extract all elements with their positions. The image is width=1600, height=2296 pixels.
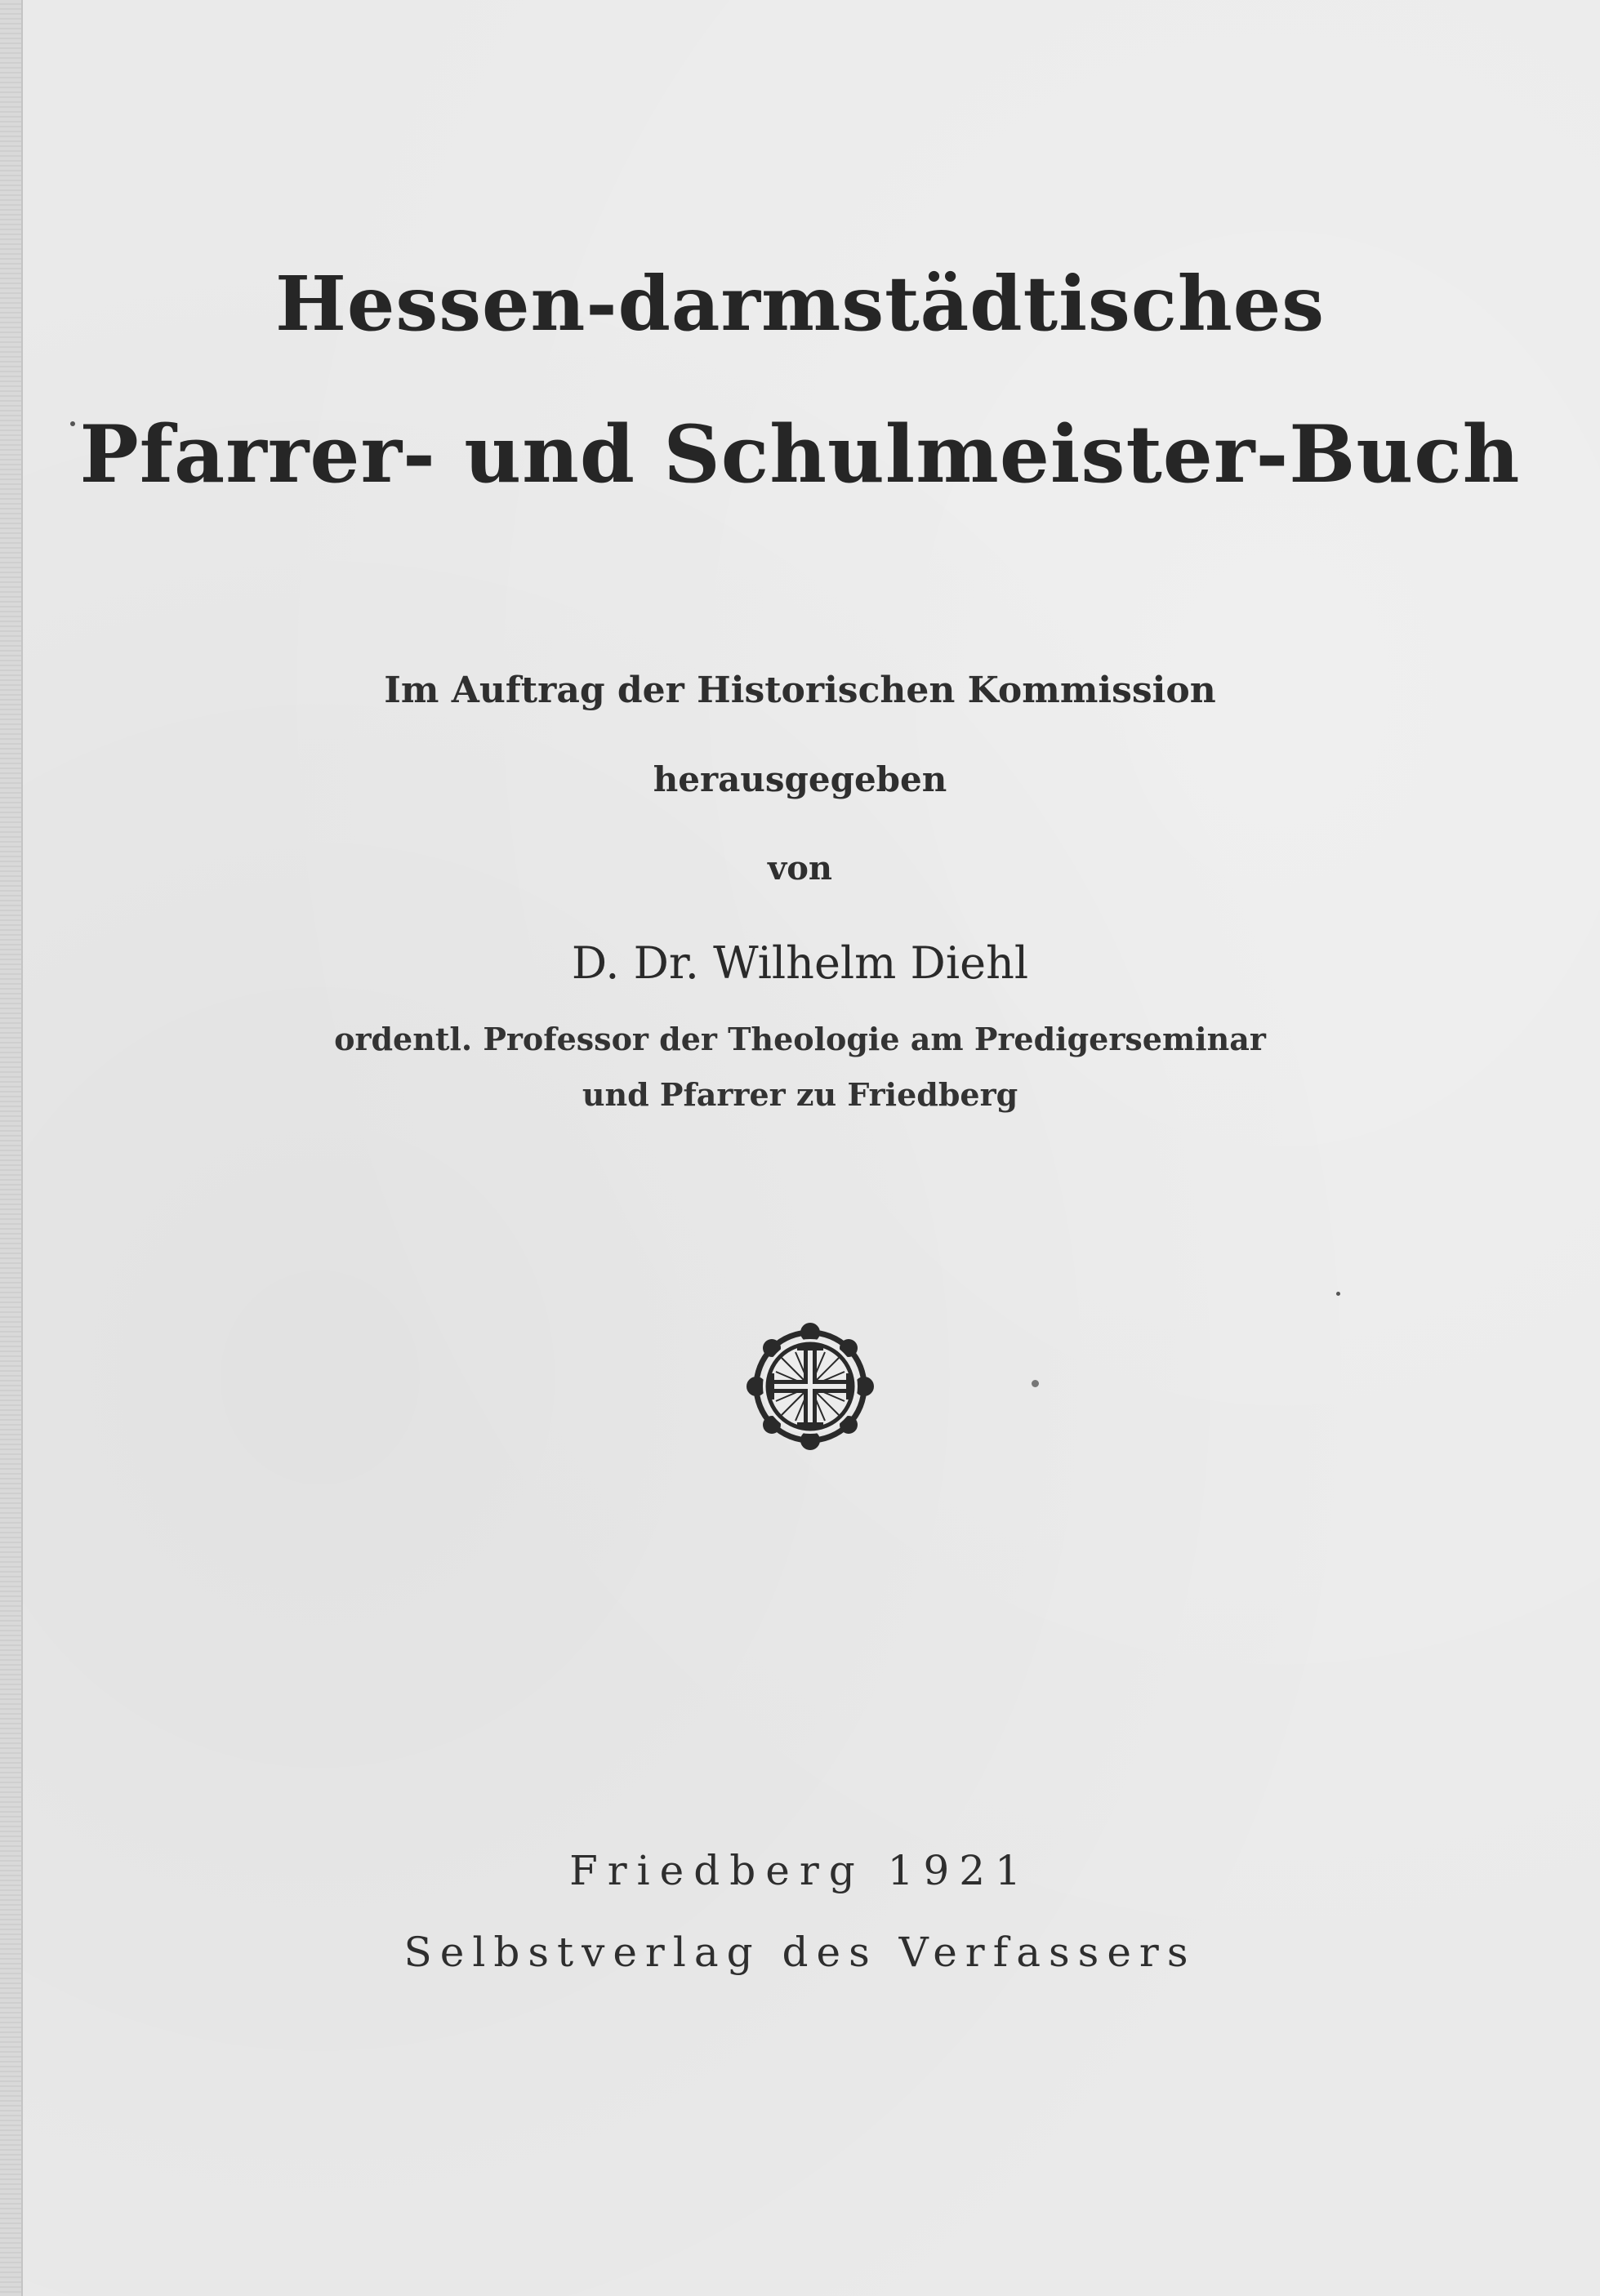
author-affiliation-2: und Pfarrer zu Friedberg [582,1076,1018,1113]
edited-line: herausgegeben [653,759,947,799]
author-name: D. Dr. Wilhelm Diehl [571,937,1029,989]
title-line-1: Hessen-darmstädtisches [274,260,1326,348]
paper-speck [1032,1380,1039,1387]
author-affiliation-1: ordentl. Professor der Theologie am Predigerseminar [334,1021,1266,1057]
cross-emblem-icon [745,1321,876,1452]
imprint-place-year: Friedberg 1921 [569,1847,1031,1894]
commission-line: Im Auftrag der Historischen Kommission [384,670,1216,711]
by-line: von [767,849,832,888]
title-line-2: Pfarrer- und Schulmeister-Buch [79,408,1521,501]
paper-speck [1336,1292,1340,1296]
paper-speck [70,421,75,426]
imprint-publisher: Selbstverlag des Verfassers [403,1929,1197,1976]
